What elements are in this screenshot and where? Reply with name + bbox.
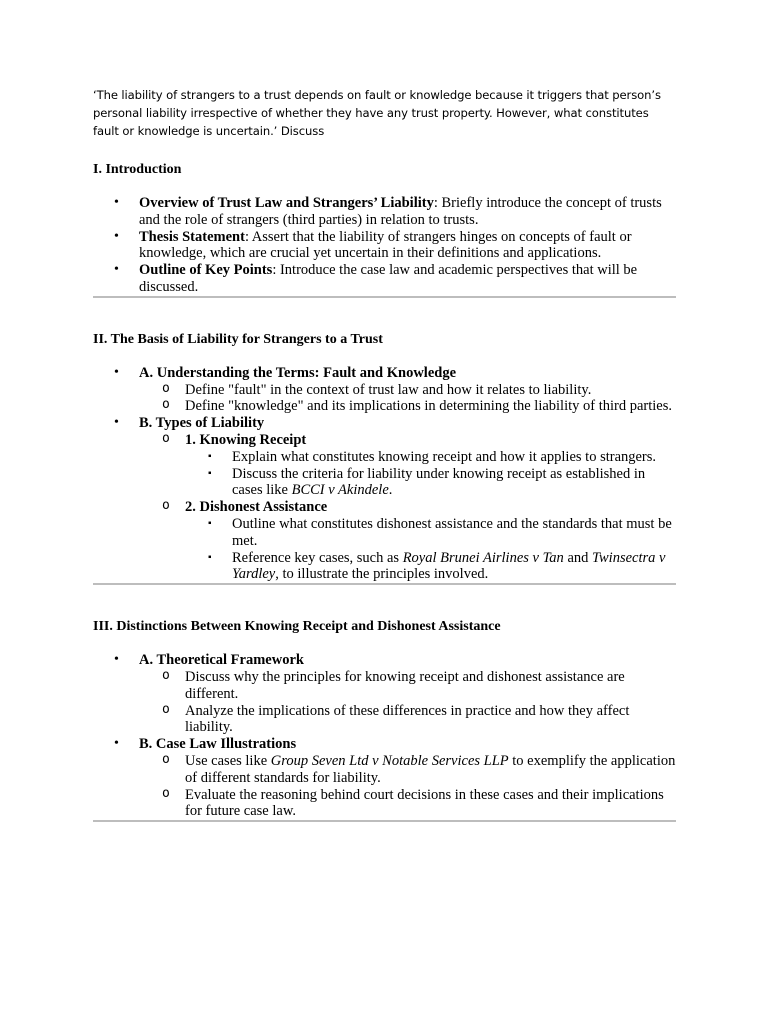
section-heading-distinctions: III. Distinctions Between Knowing Receipt and Dishonest Assistance <box>93 619 501 635</box>
text-span: Reference key cases, such as <box>232 549 403 566</box>
distinctions-list <box>93 652 676 820</box>
sublist <box>139 382 676 416</box>
essay-prompt: ‘The liability of strangers to a trust depends on fault or knowledge because it triggers that person’s personal liability irrespective of whether they have any trust property. However, what constitutes fault or knowledge is uncertain.’ Discuss <box>93 88 661 138</box>
introduction-list <box>93 195 676 296</box>
sublist-item <box>93 432 676 499</box>
sublist <box>139 669 676 736</box>
text-span: to exemplify the application of different standards for liability. <box>185 752 676 786</box>
list-item <box>93 652 676 736</box>
subsection-title: B. Types of Liability <box>139 415 265 432</box>
sublist <box>139 753 676 820</box>
list-item <box>93 262 676 296</box>
subsection-title: B. Case Law Illustrations <box>139 736 297 753</box>
horizontal-divider <box>93 583 676 585</box>
nested-sublist <box>185 449 676 499</box>
sublist-item: o Discuss why the principles for knowing receipt and dishonest assistance are different. <box>93 669 676 703</box>
document-page <box>93 86 676 822</box>
case-name: Twinsectra v Yardley <box>232 549 666 583</box>
case-name: Group Seven Ltd v Notable Services LLP <box>270 752 509 769</box>
case-name: BCCI v Akindele <box>291 482 389 499</box>
text-span: , to illustrate the principles involved. <box>275 566 489 583</box>
list-item <box>93 736 676 820</box>
nested-item: ▪ Explain what constitutes knowing receipt and how it applies to strangers. <box>93 449 676 466</box>
nested-item <box>93 466 676 500</box>
text-span: Discuss the criteria for liability under knowing receipt as established in cases like <box>232 465 646 499</box>
case-name: Royal Brunei Airlines v Tan <box>402 549 564 566</box>
nested-sublist <box>185 516 676 583</box>
sublist-item <box>93 499 676 583</box>
nested-item <box>93 550 676 584</box>
list-item <box>93 365 676 415</box>
sublist-item <box>93 753 676 787</box>
basis-list <box>93 365 676 583</box>
subsection-title: A. Theoretical Framework <box>139 652 304 669</box>
item-term: Thesis Statement <box>139 228 245 245</box>
item-term: Outline of Key Points <box>139 262 273 279</box>
sublist-item: o Define "fault" in the context of trust law and how it relates to liability. <box>93 382 676 399</box>
horizontal-divider <box>93 820 676 822</box>
list-item <box>93 229 676 263</box>
item-text: : Briefly introduce the concept of trusts and the role of strangers (third parties) in relation to trusts. <box>139 195 662 228</box>
text-span: and <box>563 549 592 566</box>
list-item <box>93 415 676 583</box>
sublist-item: o Evaluate the reasoning behind court decisions in these cases and their implications for future case law. <box>93 787 676 821</box>
subsection-title: A. Understanding the Terms: Fault and Knowledge <box>139 364 457 381</box>
text-span: Use cases like <box>185 752 271 769</box>
section-heading-basis: II. The Basis of Liability for Strangers to a Trust <box>93 331 383 347</box>
sublist-item: o Analyze the implications of these differences in practice and how they affect liability. <box>93 703 676 737</box>
sub-subsection-title: 1. Knowing Receipt <box>185 431 307 448</box>
list-item <box>93 195 676 229</box>
sublist <box>139 432 676 583</box>
item-text: : Assert that the liability of strangers hinges on concepts of fault or knowledge, which are crucial yet uncertain in their definitions and applications. <box>139 228 632 262</box>
text-span: . <box>388 482 393 499</box>
horizontal-divider <box>93 296 676 298</box>
nested-item: ▪ Outline what constitutes dishonest assistance and the standards that must be met. <box>93 516 676 550</box>
item-text: : Introduce the case law and academic perspectives that will be discussed. <box>139 262 638 295</box>
sublist-item: o Define "knowledge" and its implications in determining the liability of third parties. <box>93 398 676 415</box>
item-term: Overview of Trust Law and Strangers’ Liability <box>139 195 434 211</box>
sub-subsection-title: 2. Dishonest Assistance <box>185 499 328 516</box>
section-heading-introduction: I. Introduction <box>93 162 182 177</box>
